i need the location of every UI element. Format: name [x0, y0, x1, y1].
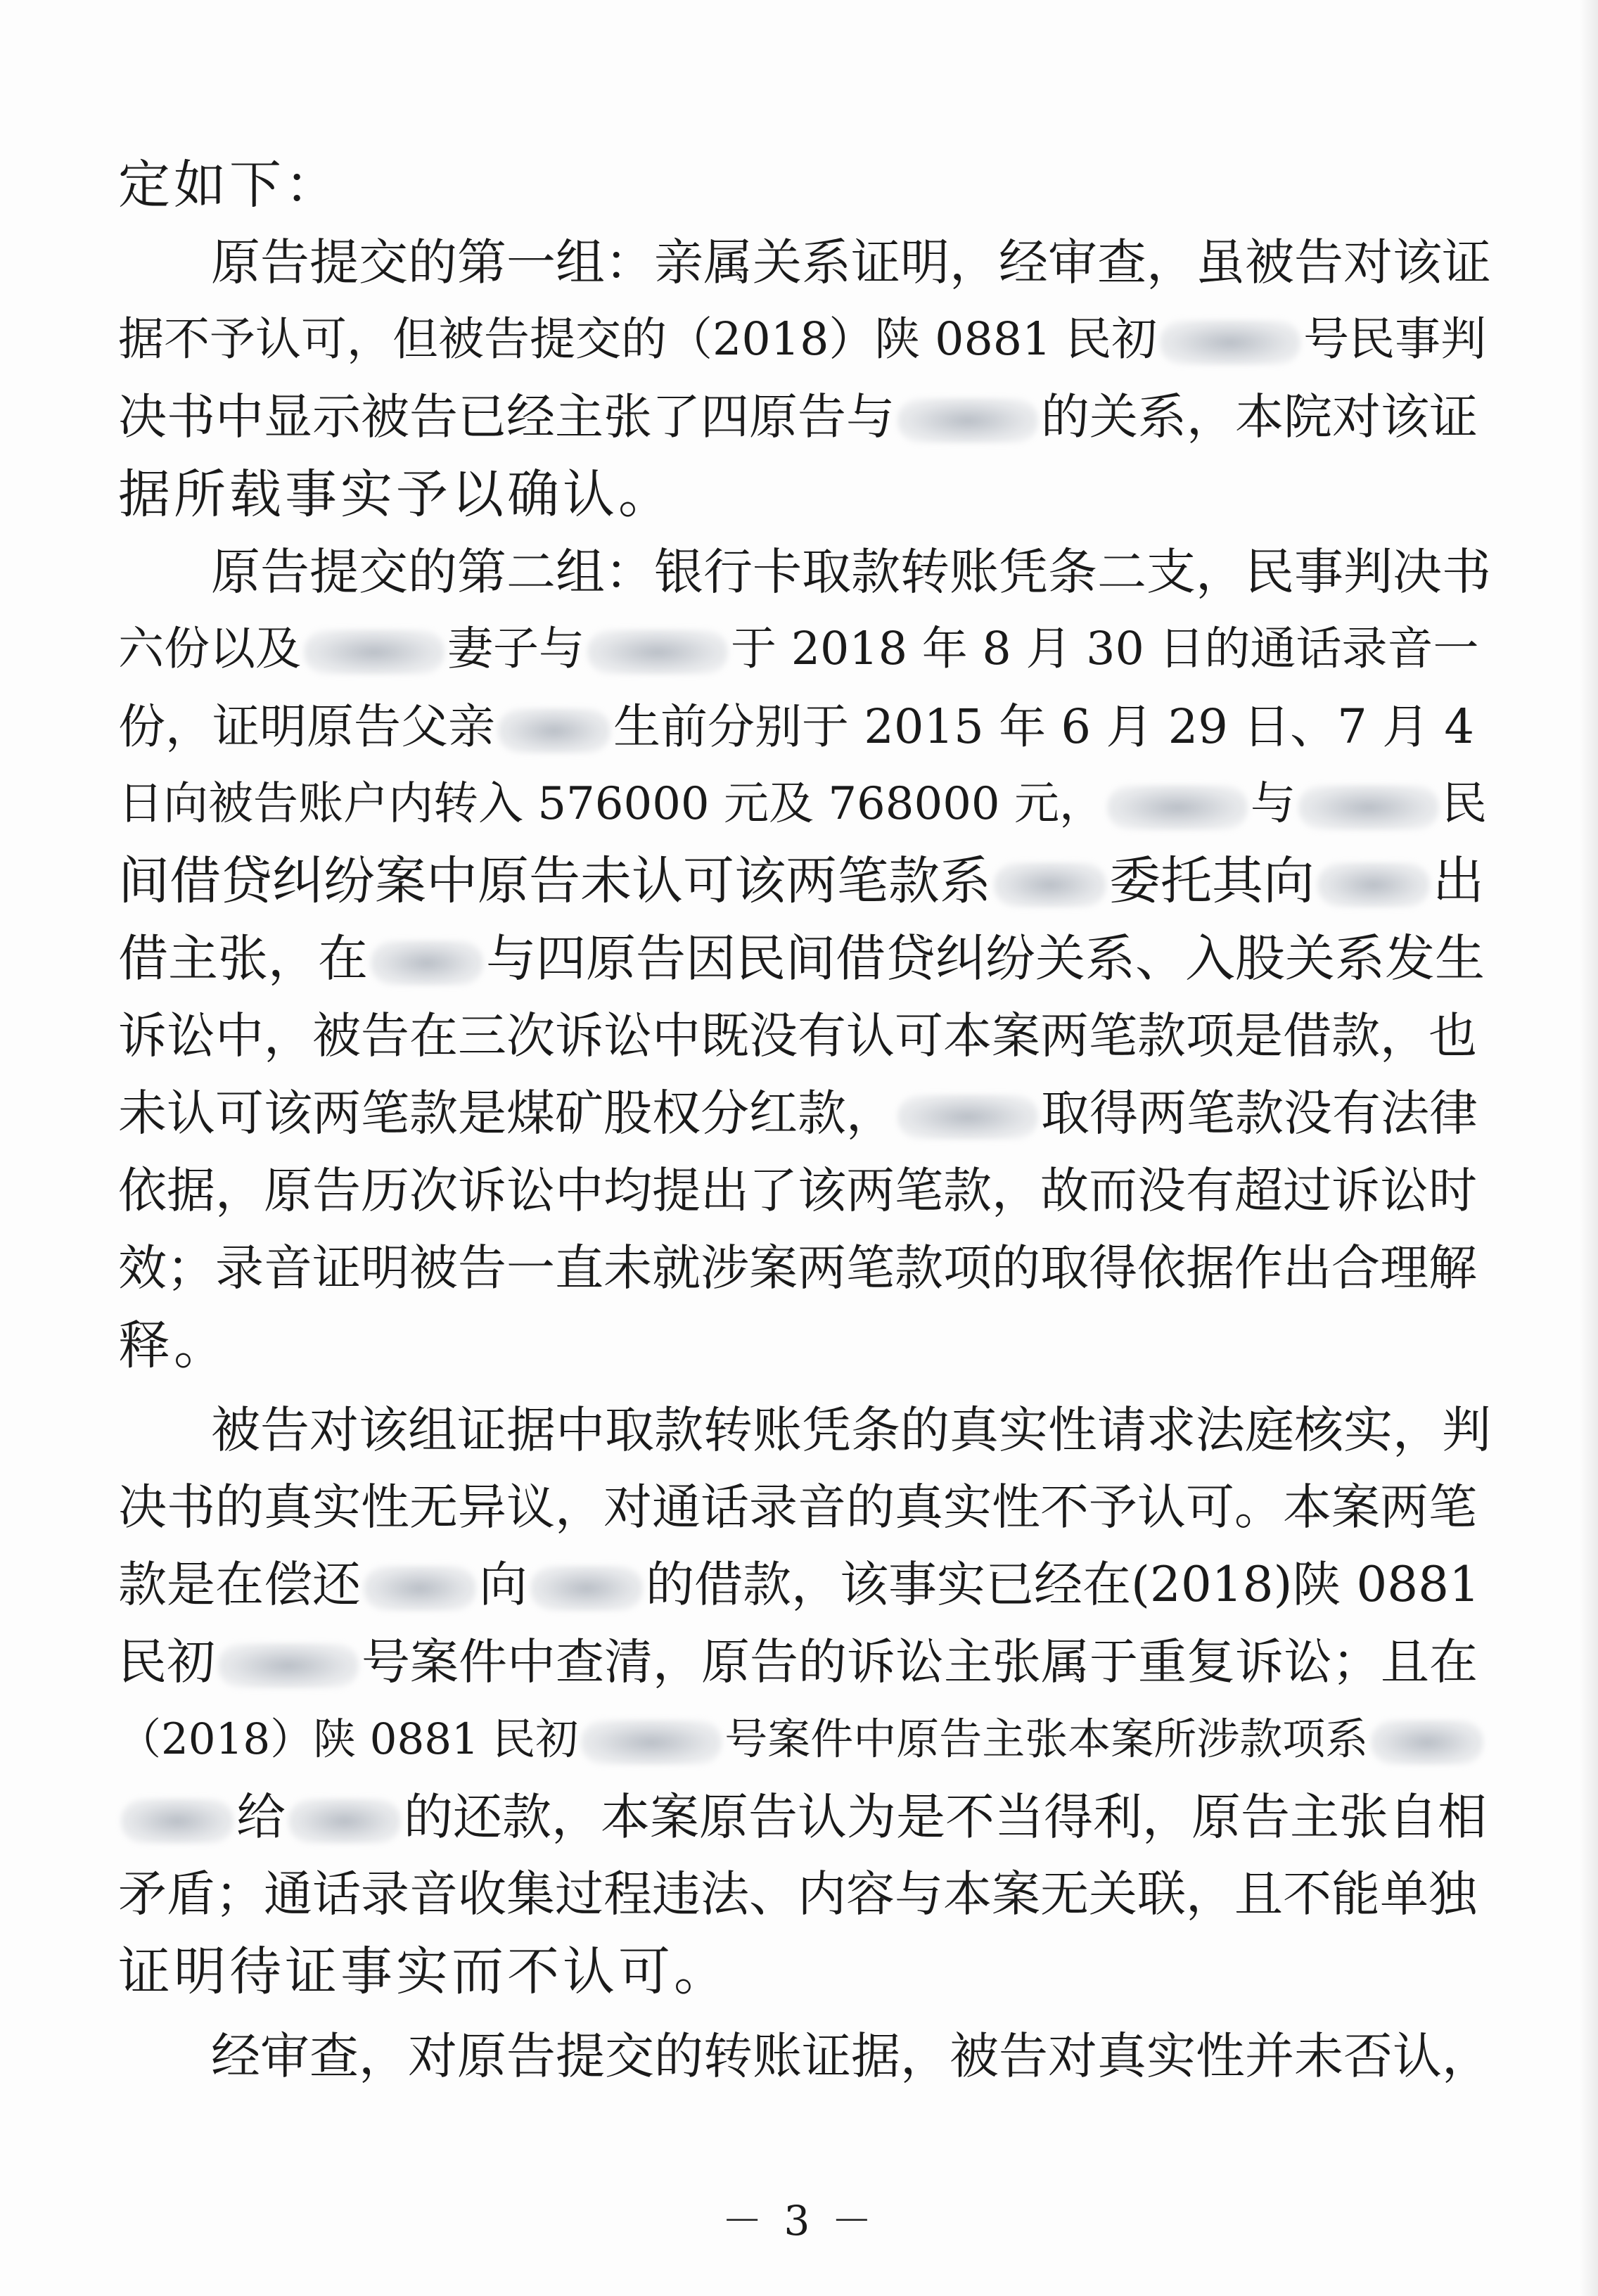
redacted-name	[498, 708, 611, 753]
redacted-name	[587, 630, 728, 675]
redacted-name	[364, 1566, 476, 1611]
scan-edge-shadow	[1580, 0, 1598, 2296]
redacted-name	[1371, 1720, 1483, 1765]
text-line-4: 决书中显示被告已经主张了四原告与 的关系，本院对该证	[118, 389, 1478, 445]
redacted-name	[1107, 785, 1248, 830]
text-line-25: 经审查，对原告提交的转账证据，被告对真实性并未否认，	[211, 2027, 1491, 2085]
redacted-name	[1298, 785, 1439, 830]
redacted-name	[288, 1799, 401, 1844]
text-line-22: 给 的还款，本案原告认为是不当得利，原告主张自相	[118, 1783, 1487, 1861]
text-line-6: 原告提交的第二组：银行卡取款转账凭条二支，民事判决书	[211, 543, 1491, 601]
text-line-3: 据不予认可，但被告提交的（2018）陕 0881 民初 号民事判	[118, 313, 1487, 366]
redacted-name	[121, 1799, 234, 1844]
text-line-9: 日向被告账户内转入 576000 元及 768000 元， 与 民	[118, 778, 1487, 830]
text-line-17: 被告对该组证据中取款转账凭条的真实性请求法庭核实，判	[211, 1401, 1491, 1459]
redacted-name	[371, 940, 483, 986]
redacted-name	[897, 398, 1038, 443]
text-line-14: 依据，原告历次诉讼中均提出了该两笔款，故而没有超过诉讼时	[118, 1163, 1477, 1219]
text-line-13: 未认可该两笔款是煤矿股权分红款， 取得两笔款没有法律	[118, 1085, 1478, 1142]
redacted-case-number	[218, 1643, 359, 1688]
redacted-name	[897, 1095, 1038, 1140]
text-line-10: 间借贷纠纷案中原告未认可该两笔款系 委托其向 出	[118, 851, 1484, 911]
redacted-case-number	[581, 1720, 722, 1765]
redacted-case-number	[1160, 320, 1300, 365]
text-line-16: 释。	[118, 1315, 229, 1376]
text-line-24: 证明待证事实而不认可。	[118, 1941, 729, 2002]
text-line-19: 款是在偿还 向 的借款，该事实已经在(2018)陕 0881	[118, 1557, 1480, 1613]
text-line-21: （2018）陕 0881 民初 号案件中原告主张本案所涉款项系	[118, 1706, 1486, 1783]
text-line-5: 据所载事实予以确认。	[118, 464, 674, 525]
redacted-name	[1317, 862, 1430, 907]
text-line-2: 原告提交的第一组：亲属关系证明，经审查，虽被告对该证	[211, 234, 1491, 291]
text-line-8: 份，证明原告父亲 生前分别于 2015 年 6 月 29 日、7 月 4	[118, 699, 1475, 754]
text-line-20: 民初 号案件中查清，原告的诉讼主张属于重复诉讼；且在	[118, 1634, 1478, 1690]
text-line-18: 决书的真实性无异议，对通话录音的真实性不予认可。本案两笔	[118, 1479, 1477, 1536]
text-line-23: 矛盾；通话录音收集过程违法、内容与本案无关联，且不能单独	[118, 1866, 1477, 1922]
text-line-11: 借主张，在 与四原告因民间借贷纠纷关系、入股关系发生	[118, 929, 1485, 988]
text-line-7: 六份以及 妻子与 于 2018 年 8 月 30 日的通话录音一	[118, 623, 1479, 675]
page-number: － 3 －	[722, 2197, 876, 2245]
text-line-1: 定如下：	[118, 155, 340, 215]
text-line-12: 诉讼中，被告在三次诉讼中既没有认可本案两笔款项是借款，也	[118, 1008, 1477, 1064]
text-line-15: 效；录音证明被告一直未就涉案两笔款项的取得依据作出合理解	[118, 1240, 1477, 1296]
redacted-name	[994, 862, 1106, 907]
redacted-name	[530, 1566, 643, 1611]
redacted-name	[304, 630, 445, 675]
